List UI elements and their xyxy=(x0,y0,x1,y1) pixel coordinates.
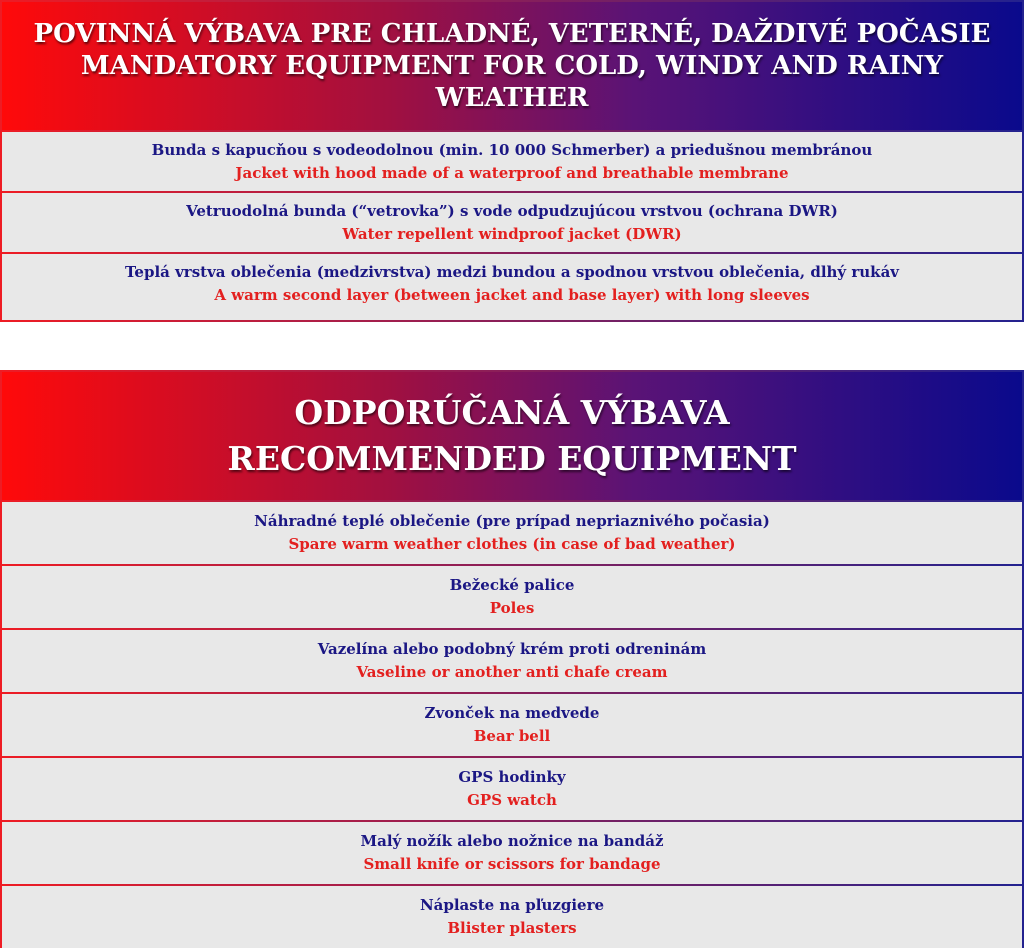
recommended-item xyxy=(2,692,1022,756)
item-label-sk: Bunda s kapucňou s vodeodolnou (min. 10 000 Schmerber) a priedušnou membránou xyxy=(151,140,873,159)
item-label-en: Bear bell xyxy=(473,727,551,745)
item-label-sk: Vetruodolná bunda (“vetrovka”) s vode odpudzujúcou vrstvou (ochrana DWR) xyxy=(186,201,838,220)
mandatory-item xyxy=(2,130,1022,191)
recommended-item xyxy=(2,820,1022,884)
item-label-sk: Malý nožík alebo nožnice na bandáž xyxy=(360,832,664,850)
item-label-en: GPS watch xyxy=(467,791,557,809)
item-label-en: Poles xyxy=(489,599,535,617)
mandatory-title-sk: POVINNÁ VÝBAVA PRE CHLADNÉ, VETERNÉ, DAŽDIVÉ POČASIE xyxy=(33,19,991,49)
item-label-sk: Náplaste na pľuzgiere xyxy=(419,896,605,914)
item-label-en: Small knife or scissors for bandage xyxy=(363,855,661,873)
mandatory-header xyxy=(2,2,1022,130)
item-label-sk: GPS hodinky xyxy=(458,768,566,786)
recommended-title-en: RECOMMENDED EQUIPMENT xyxy=(227,439,797,478)
item-label-en: Spare warm weather clothes (in case of bad weather) xyxy=(288,535,736,553)
item-label-en: Vaseline or another anti chafe cream xyxy=(356,663,668,681)
recommended-title-sk: ODPORÚČANÁ VÝBAVA xyxy=(294,393,730,432)
item-label-sk: Vazelína alebo podobný krém proti odreninám xyxy=(317,640,707,658)
item-label-en: Jacket with hood made of a waterproof and breathable membrane xyxy=(235,163,789,182)
item-label-sk: Zvonček na medvede xyxy=(424,704,600,722)
recommended-item xyxy=(2,628,1022,692)
item-label-sk: Náhradné teplé oblečenie (pre prípad nepriaznivého počasia) xyxy=(254,512,770,530)
recommended-equipment-panel xyxy=(0,370,1024,948)
item-label-en: A warm second layer (between jacket and base layer) with long sleeves xyxy=(214,285,810,304)
item-label-en: Blister plasters xyxy=(447,919,577,937)
item-label-sk: Teplá vrstva oblečenia (medzivrstva) medzi bundou a spodnou vrstvou oblečenia, dlhý rukáv xyxy=(124,262,900,281)
recommended-item xyxy=(2,564,1022,628)
mandatory-item xyxy=(2,191,1022,252)
mandatory-equipment-panel xyxy=(0,0,1024,322)
recommended-header xyxy=(2,372,1022,500)
item-label-en: Water repellent windproof jacket (DWR) xyxy=(342,224,682,243)
recommended-item xyxy=(2,500,1022,564)
mandatory-item xyxy=(2,252,1022,313)
recommended-item xyxy=(2,756,1022,820)
mandatory-title-en: MANDATORY EQUIPMENT FOR COLD, WINDY AND RAINY WEATHER xyxy=(80,51,944,113)
recommended-item xyxy=(2,884,1022,948)
item-label-sk: Bežecké palice xyxy=(449,576,575,594)
